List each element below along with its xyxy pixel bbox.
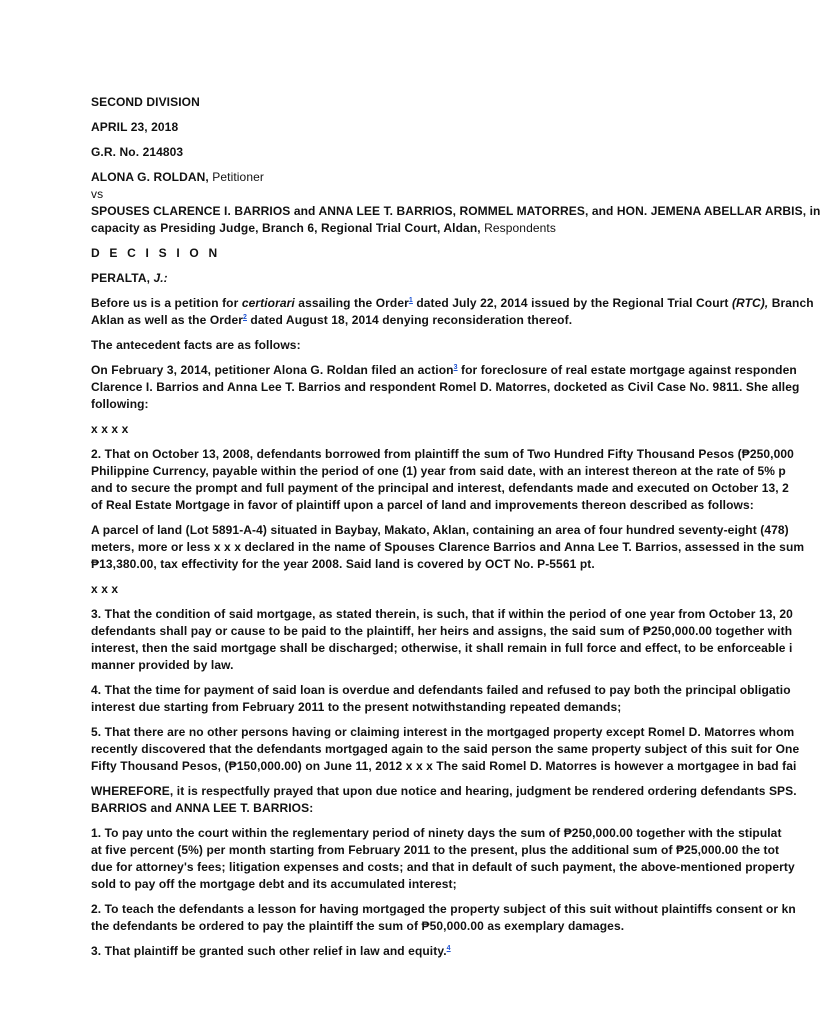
paragraph-prayer-3	[91, 943, 791, 960]
p10-line: sold to pay off the mortgage debt and its accumulated interest;	[91, 877, 457, 891]
p6-line: interest, then the said mortgage shall be discharged; otherwise, it shall remain in full force and effect, to be enforceable i	[91, 641, 793, 655]
p4-line: 2. That on October 13, 2008, defendants borrowed from plaintiff the sum of Two Hundred Fifty Thousand Pesos (₱250,000	[91, 447, 794, 461]
footnote-link-1[interactable]: 1	[408, 297, 413, 304]
paragraph-prayer-2	[91, 901, 796, 935]
decision-heading: D E C I S I O N	[91, 246, 221, 260]
p10-line: 1. To pay unto the court within the reglementary period of ninety days the sum of ₱250,000.00 together with the stipulat	[91, 826, 782, 840]
p11-line: 2. To teach the defendants a lesson for having mortgaged the property subject of this suit without plaintiffs consent or kn	[91, 902, 796, 916]
p6-line: manner provided by law.	[91, 658, 234, 672]
p1-text-a: Before us is a petition for	[91, 296, 242, 310]
p6-line: 3. That the condition of said mortgage, as stated therein, is such, that if within the period of one year from October 13, 20	[91, 607, 793, 621]
respondents-capacity: capacity as Presiding Judge, Branch 6, Regional Trial Court, Aldan,	[91, 221, 481, 235]
petitioner-role: Petitioner	[208, 170, 264, 184]
p8-line: Fifty Thousand Pesos, (₱150,000.00) on June 11, 2012 x x x The said Romel D. Matorres is however a mortgagee in bad fai	[91, 759, 797, 773]
versus-text: vs	[91, 187, 104, 201]
p5-line: ₱13,380.00, tax effectivity for the year 2008. Said land is covered by OCT No. P-5561 pt.	[91, 557, 595, 571]
ponente	[91, 270, 791, 287]
paragraph-allegation-3	[91, 606, 791, 674]
p1-rtc: (RTC),	[731, 296, 769, 310]
respondents-role: Respondents	[480, 221, 556, 235]
p7-line: interest due starting from February 2011 to the present notwithstanding repeated demands;	[91, 700, 622, 714]
respondents-line-2	[91, 220, 791, 237]
p1-text-h: dated August 18, 2014 denying reconsideration thereof.	[247, 313, 573, 327]
decision-document	[91, 94, 820, 960]
p8-line: recently discovered that the defendants mortgaged again to the said person the same property subject of this suit for One	[91, 742, 800, 756]
p4-line: Philippine Currency, payable within the period of one (1) year from said date, with an interest thereon at the rate of 5% p	[91, 464, 786, 478]
paragraph-prayer-1	[91, 825, 795, 893]
p3-line-2: Clarence I. Barrios and Anna Lee T. Barrios and respondent Romel D. Matorres, docketed as Civil Case No. 9811. She alleg	[91, 380, 800, 394]
p5-line: A parcel of land (Lot 5891-A-4) situated in Baybay, Makato, Aklan, containing an area of four hundred seventy-eight (478)	[91, 523, 789, 537]
paragraph-land-description	[91, 522, 805, 573]
p8-line: 5. That there are no other persons having or claiming interest in the mortgaged property except Romel D. Matorres whom	[91, 725, 795, 739]
ponente-suffix: J.:	[153, 271, 168, 285]
ellipsis-2: x x x	[91, 582, 119, 596]
p7-line: 4. That the time for payment of said loan is overdue and defendants failed and refused to pay both the principal obligatio	[91, 683, 791, 697]
footnote-link-2[interactable]: 2	[243, 314, 247, 321]
p9-line: BARRIOS and ANNA LEE T. BARRIOS:	[91, 801, 314, 815]
decision-date: APRIL 23, 2018	[91, 120, 179, 134]
footnote-link-3[interactable]: 3	[453, 364, 458, 371]
p11-line: the defendants be ordered to pay the plaintiff the sum of ₱50,000.00 as exemplary damages.	[91, 919, 625, 933]
p1-text-f: Branch	[768, 296, 814, 310]
paragraph-petition	[91, 295, 814, 329]
paragraph-allegation-4	[91, 682, 791, 716]
p3-text-a: On February 3, 2014, petitioner Alona G. Roldan filed an action	[91, 363, 454, 377]
p3-line-3: following:	[91, 397, 149, 411]
petitioner-line	[91, 169, 791, 186]
respondents-line-1: SPOUSES CLARENCE I. BARRIOS and ANNA LEE T. BARRIOS, ROMMEL MATORRES, and HON. JEMENA ABELLAR ARBIS, in	[91, 204, 820, 218]
petitioner-name: ALONA G. ROLDAN,	[91, 170, 209, 184]
ellipsis-1: x x x x	[91, 422, 129, 436]
ponente-name: PERALTA,	[91, 271, 151, 285]
p12-text: 3. That plaintiff be granted such other relief in law and equity.	[91, 944, 447, 958]
paragraph-wherefore	[91, 783, 797, 817]
p5-line: meters, more or less x x x declared in the name of Spouses Clarence Barrios and Anna Lee T. Barrios, assessed in the sum	[91, 540, 805, 554]
p4-line: and to secure the prompt and full payment of the principal and interest, defendants made and executed on October 13, 2	[91, 481, 789, 495]
gr-number: G.R. No. 214803	[91, 145, 184, 159]
p9-line: WHEREFORE, it is respectfully prayed that upon due notice and hearing, judgment be rendered ordering defendants SPS.	[91, 784, 797, 798]
paragraph-allegation-2	[91, 446, 794, 514]
p3-text-b: for foreclosure of real estate mortgage against responden	[457, 363, 797, 377]
paragraph-antecedent: The antecedent facts are as follows:	[91, 338, 301, 352]
p10-line: due for attorney's fees; litigation expenses and costs; and that in default of such payment, the above-mentioned property	[91, 860, 795, 874]
p1-certiorari: certiorari	[241, 296, 295, 310]
paragraph-allegation-5	[91, 724, 800, 775]
p4-line: of Real Estate Mortgage in favor of plaintiff upon a parcel of land and improvements thereon described as follows:	[91, 498, 754, 512]
division-heading: SECOND DIVISION	[91, 95, 200, 109]
paragraph-action	[91, 362, 800, 413]
footnote-link-4[interactable]: 4	[446, 945, 451, 952]
p1-text-c: assailing the Order	[294, 296, 409, 310]
p6-line: defendants shall pay or cause to be paid to the plaintiff, her heirs and assigns, the said sum of ₱250,000.00 together with	[91, 624, 793, 638]
p10-line: at five percent (5%) per month starting from February 2011 to the present, plus the additional sum of ₱25,000.00 the tot	[91, 843, 780, 857]
p1-text-d: dated July 22, 2014 issued by the Regional Trial Court	[412, 296, 732, 310]
p1-text-g: Aklan as well as the Order	[91, 313, 243, 327]
